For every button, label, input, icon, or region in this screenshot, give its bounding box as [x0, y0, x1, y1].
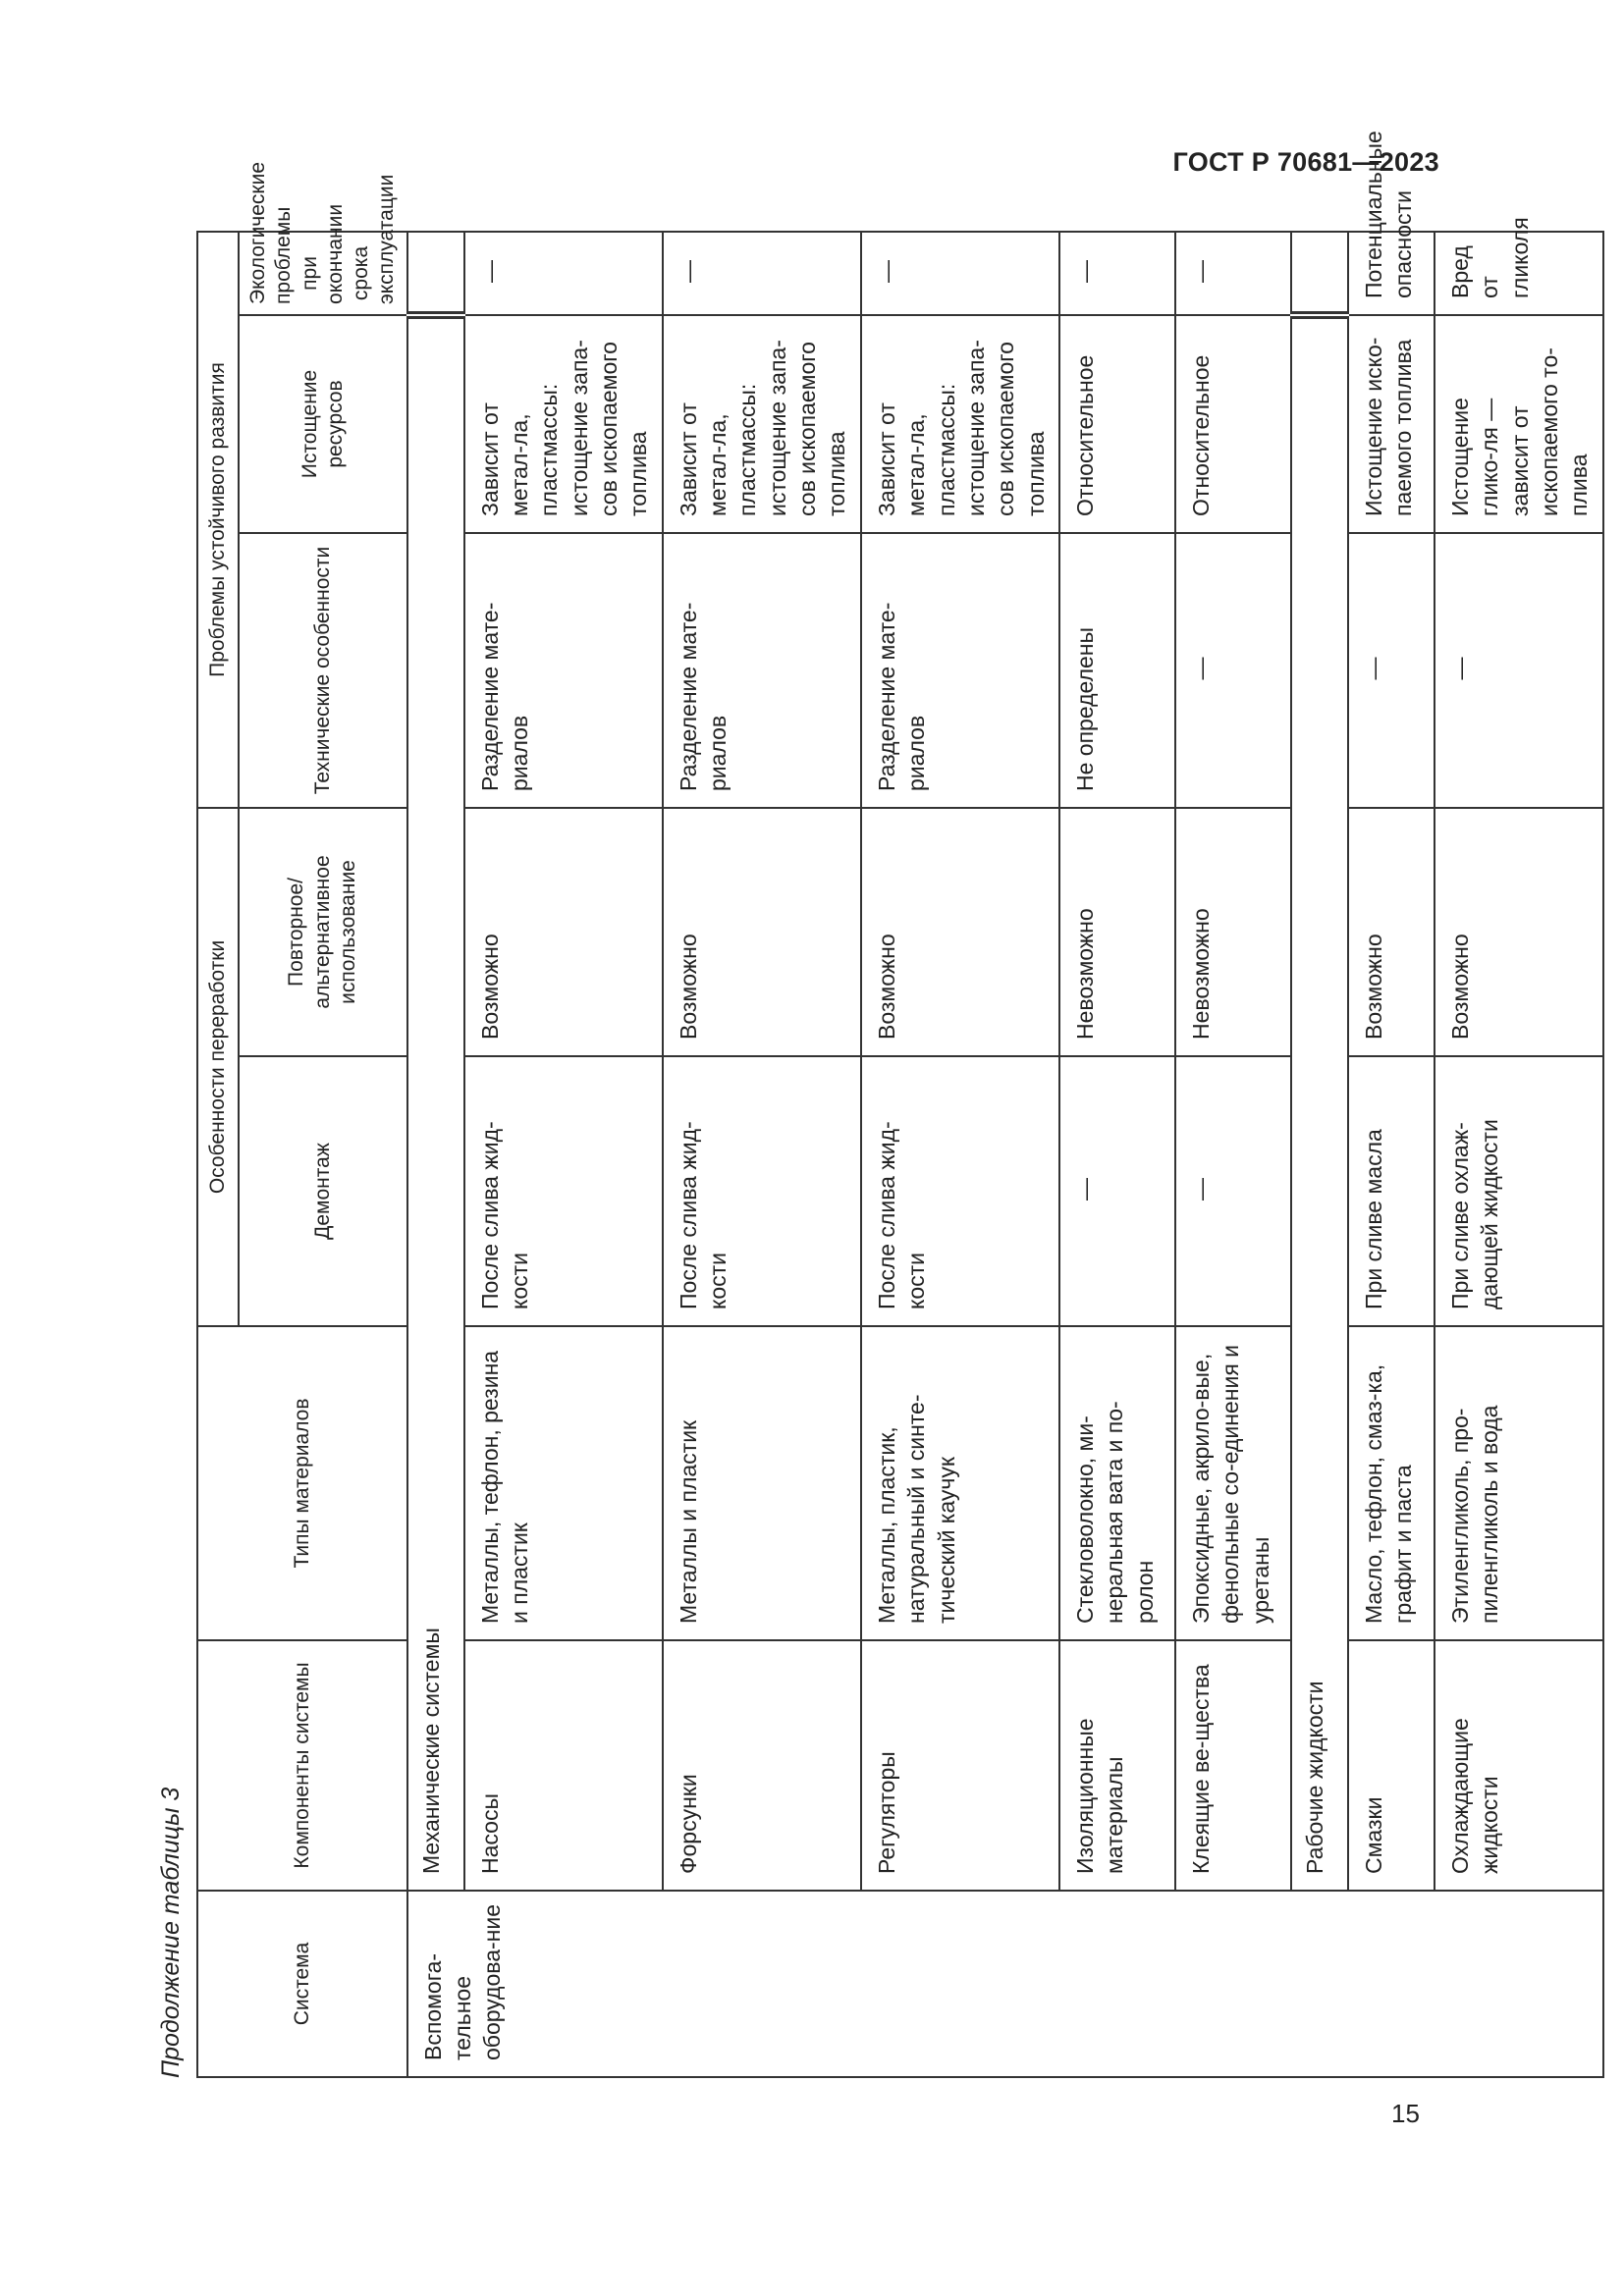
technical-cell: — — [1175, 533, 1291, 808]
depletion-cell: Относительное — [1175, 315, 1291, 533]
reuse-cell: Возможно — [861, 808, 1059, 1056]
col-header-materials: Типы материалов — [197, 1326, 407, 1640]
table-row — [1348, 232, 1435, 2077]
system-cell: Вспомога-тельное оборудова-ние — [407, 1891, 1603, 2077]
header-row-groups — [197, 232, 239, 2077]
technical-cell: — — [1435, 533, 1603, 808]
section-title-spacer — [407, 232, 464, 315]
technical-cell: Разделение мате-риалов — [464, 533, 663, 808]
environmental-cell: — — [663, 232, 861, 315]
technical-cell: — — [1348, 533, 1435, 808]
table-caption: Продолжение таблицы 3 — [157, 1787, 185, 2078]
component-cell: Клеящие ве-щества — [1175, 1640, 1291, 1891]
component-cell: Форсунки — [663, 1640, 861, 1891]
table-row — [1175, 232, 1291, 2077]
disassembly-cell: — — [1059, 1056, 1175, 1326]
depletion-cell: Относительное — [1059, 315, 1175, 533]
environmental-cell: — — [464, 232, 663, 315]
component-cell: Регуляторы — [861, 1640, 1059, 1891]
materials-cell: Этиленгликоль, про-пиленгликоль и вода — [1435, 1326, 1603, 1640]
materials-cell: Эпоксидные, акрило-вые, фенольные со-единения и уретаны — [1175, 1326, 1291, 1640]
environmental-cell: Потенциальные опасности — [1348, 232, 1435, 315]
col-header-disassembly: Демонтаж — [239, 1056, 407, 1326]
disassembly-cell: При сливе масла — [1348, 1056, 1435, 1326]
col-header-environmental: Экологические проблемы при окончании срока эксплуатации — [239, 232, 407, 315]
reuse-cell: Возможно — [1435, 808, 1603, 1056]
group-header-processing: Особенности переработки — [197, 808, 239, 1326]
table-row — [464, 232, 663, 2077]
section-row-mechanical — [407, 232, 464, 2077]
reuse-cell: Возможно — [663, 808, 861, 1056]
table-row — [663, 232, 861, 2077]
disassembly-cell: — — [1175, 1056, 1291, 1326]
reuse-cell: Возможно — [464, 808, 663, 1056]
table-row — [1059, 232, 1175, 2077]
col-header-reuse: Повторное/ альтернативное использование — [239, 808, 407, 1056]
depletion-cell: Зависит от метал-ла, пластмассы: истощение запа-сов ископаемого топлива — [464, 315, 663, 533]
section-title: Рабочие жидкости — [1291, 315, 1348, 1891]
disassembly-cell: После слива жид-кости — [464, 1056, 663, 1326]
materials-cell: Металлы и пластик — [663, 1326, 861, 1640]
col-header-system: Система — [197, 1891, 407, 2077]
component-cell: Смазки — [1348, 1640, 1435, 1891]
materials-cell: Стекловолокно, ми-неральная вата и по-ролон — [1059, 1326, 1175, 1640]
col-header-components: Компоненты системы — [197, 1640, 407, 1891]
depletion-cell: Зависит от метал-ла, пластмассы: истощение запа-сов ископаемого топлива — [861, 315, 1059, 533]
environmental-cell: Вред от гликоля — [1435, 232, 1603, 315]
section-title: Механические системы — [407, 315, 464, 1891]
section-row-fluids — [1291, 232, 1348, 2077]
table-row — [861, 232, 1059, 2077]
reuse-cell: Невозможно — [1175, 808, 1291, 1056]
depletion-cell: Зависит от метал-ла, пластмассы: истощение запа-сов ископаемого топлива — [663, 315, 861, 533]
component-cell: Изоляционные материалы — [1059, 1640, 1175, 1891]
environmental-cell: — — [1059, 232, 1175, 315]
materials-cell: Металлы, тефлон, резина и пластик — [464, 1326, 663, 1640]
materials-cell: Масло, тефлон, смаз-ка, графит и паста — [1348, 1326, 1435, 1640]
group-header-sustainability: Проблемы устойчивого развития — [197, 232, 239, 808]
depletion-cell: Истощение иско-паемого топлива — [1348, 315, 1435, 533]
page-number: 15 — [1391, 2099, 1420, 2128]
component-cell: Охлаждающие жидкости — [1435, 1640, 1603, 1891]
disassembly-cell: После слива жид-кости — [861, 1056, 1059, 1326]
reuse-cell: Невозможно — [1059, 808, 1175, 1056]
depletion-cell: Истощение глико-ля — зависит от ископаемого то-плива — [1435, 315, 1603, 533]
technical-cell: Разделение мате-риалов — [663, 533, 861, 808]
materials-cell: Металлы, пластик, натуральный и синте-тический каучук — [861, 1326, 1059, 1640]
section-title-spacer — [1291, 232, 1348, 315]
environmental-cell: — — [1175, 232, 1291, 315]
reuse-cell: Возможно — [1348, 808, 1435, 1056]
environmental-cell: — — [861, 232, 1059, 315]
document-code: ГОСТ Р 70681—2023 — [1172, 147, 1439, 177]
col-header-resource-depletion: Истощение ресурсов — [239, 315, 407, 533]
component-cell: Насосы — [464, 1640, 663, 1891]
col-header-technical: Технические особенности — [239, 533, 407, 808]
disassembly-cell: При сливе охлаж-дающей жидкости — [1435, 1056, 1603, 1326]
disassembly-cell: После слива жид-кости — [663, 1056, 861, 1326]
technical-cell: Не определены — [1059, 533, 1175, 808]
technical-cell: Разделение мате-риалов — [861, 533, 1059, 808]
table-row — [1435, 232, 1603, 2077]
